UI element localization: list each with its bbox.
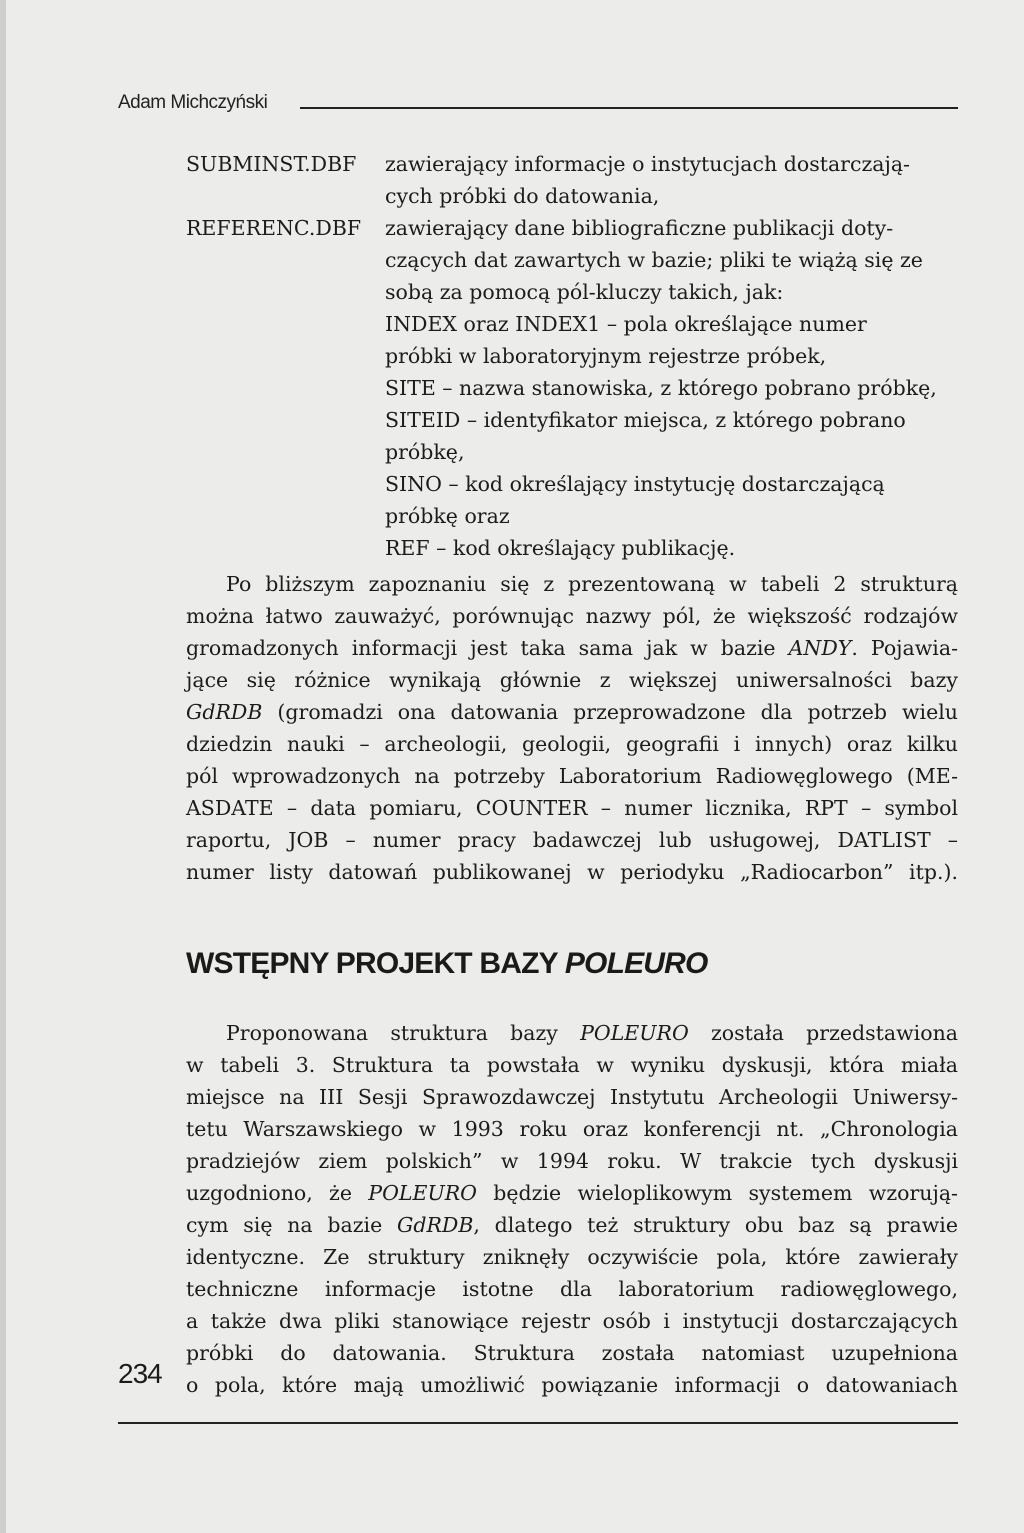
paragraph-poleuro-structure [186,1017,958,1401]
definition-term [186,244,385,276]
definition-line: zawierający dane bibliograficzne publikacji doty- [385,216,894,240]
text-line: Po bliższym zapoznaniu się z prezentowaną w tabeli 2 strukturą [226,572,958,596]
text-line: dziedzin nauki – archeologii, geologii, geografii i innych) oraz kilku [186,732,958,756]
section-heading [186,944,958,984]
definition-term [186,532,385,564]
definition-term [186,340,385,372]
text-line: ASDATE – data pomiaru, COUNTER – numer licznika, RPT – symbol [186,796,958,820]
definition-line: SITE – nazwa stanowiska, z którego pobrano próbkę, [385,376,937,400]
text-line: można łatwo zauważyć, porównując nazwy pól, że większość rodzajów [186,604,958,628]
page-number: 234 [118,1358,162,1389]
definition-line: SINO – kod określający instytucję dostarczającą [385,472,885,496]
definition-line: INDEX oraz INDEX1 – pola określające numer [385,312,867,336]
definition-list [186,148,958,564]
text-line: pól wprowadzonych na potrzeby Laboratorium Radiowęglowego (ME- [186,764,958,788]
definition-row [186,276,958,308]
definition-row [186,404,958,436]
definition-row [186,180,958,212]
text-line: techniczne informacje istotne dla laboratorium radiowęglowego, [186,1277,958,1301]
text-line: o pola, które mają umożliwić powiązanie informacji o datowaniach [186,1373,958,1397]
text-line: GdRDB (gromadzi ona datowania przeprowadzone dla potrzeb wielu [186,700,958,724]
definition-line: SITEID – identyfikator miejsca, z którego pobrano [385,408,906,432]
text-line: miejsce na III Sesji Sprawozdawczej Instytutu Archeologii Uniwersy- [186,1085,958,1109]
definition-term: REFERENC.DBF [186,216,362,240]
definition-line: próbkę oraz [385,504,510,528]
definition-row [186,340,958,372]
definition-row [186,244,958,276]
definition-line: REF – kod określający publikację. [385,536,736,560]
definition-term [186,308,385,340]
text-line: próbki do datowania. Struktura została natomiast uzupełniona [186,1341,958,1365]
text-line: tetu Warszawskiego w 1993 roku oraz konferencji nt. „Chronologia [186,1117,958,1141]
header-rule [300,107,958,109]
definition-line: cych próbki do datowania, [385,184,660,208]
text-line: jące się różnice wynikają głównie z większej uniwersalności bazy [186,668,958,692]
section-heading-text: WSTĘPNY PROJEKT BAZY [186,947,565,980]
definition-row [186,436,958,468]
text-line: uzgodniono, że POLEURO będzie wieloplikowym systemem wzorują- [186,1181,958,1205]
definition-term [186,372,385,404]
text-line: numer listy datowań publikowanej w periodyku „Radiocarbon” itp.). [186,860,958,884]
definition-line: zawierający informacje o instytucjach dostarczają- [385,152,910,176]
text-line: gromadzonych informacji jest taka sama jak w bazie ANDY. Pojawia- [186,636,958,660]
running-header-author: Adam Michczyński [118,92,268,113]
text-line: w tabeli 3. Struktura ta powstała w wyniku dyskusji, która miała [186,1053,958,1077]
definition-term [186,404,385,436]
text-line: identyczne. Ze struktury zniknęły oczywiście pola, które zawierały [186,1245,958,1269]
page-edge-shadow [0,0,6,1533]
text-line: pradziejów ziem polskich” w 1994 roku. W trakcie tych dyskusji [186,1149,958,1173]
section-heading-italic: POLEURO [564,947,708,980]
definition-term [186,276,385,308]
text-line: cym się na bazie GdRDB, dlatego też struktury obu baz są prawie [186,1213,958,1237]
text-line: a także dwa pliki stanowiące rejestr osób i instytucji dostarczających [186,1309,958,1333]
definition-term [186,436,385,468]
definition-line: próbki w laboratoryjnym rejestrze próbek, [385,344,827,368]
definition-term [186,468,385,500]
definition-row [186,532,958,564]
definition-term: SUBMINST.DBF [186,152,357,176]
definition-row [186,212,958,244]
footer-rule [118,1422,958,1424]
definition-line: sobą za pomocą pól-kluczy takich, jak: [385,280,784,304]
definition-term [186,500,385,532]
text-line: Proponowana struktura bazy POLEURO została przedstawiona [226,1021,958,1045]
definition-row [186,468,958,500]
paragraph-structure-comparison [186,568,958,888]
definition-row [186,372,958,404]
definition-row [186,148,958,180]
definition-row [186,500,958,532]
definition-term [186,180,385,212]
definition-row [186,308,958,340]
definition-line: czących dat zawartych w bazie; pliki te wiążą się ze [385,248,923,272]
text-line: raportu, JOB – numer pracy badawczej lub usługowej, DATLIST – [186,828,958,852]
definition-line: próbkę, [385,440,465,464]
